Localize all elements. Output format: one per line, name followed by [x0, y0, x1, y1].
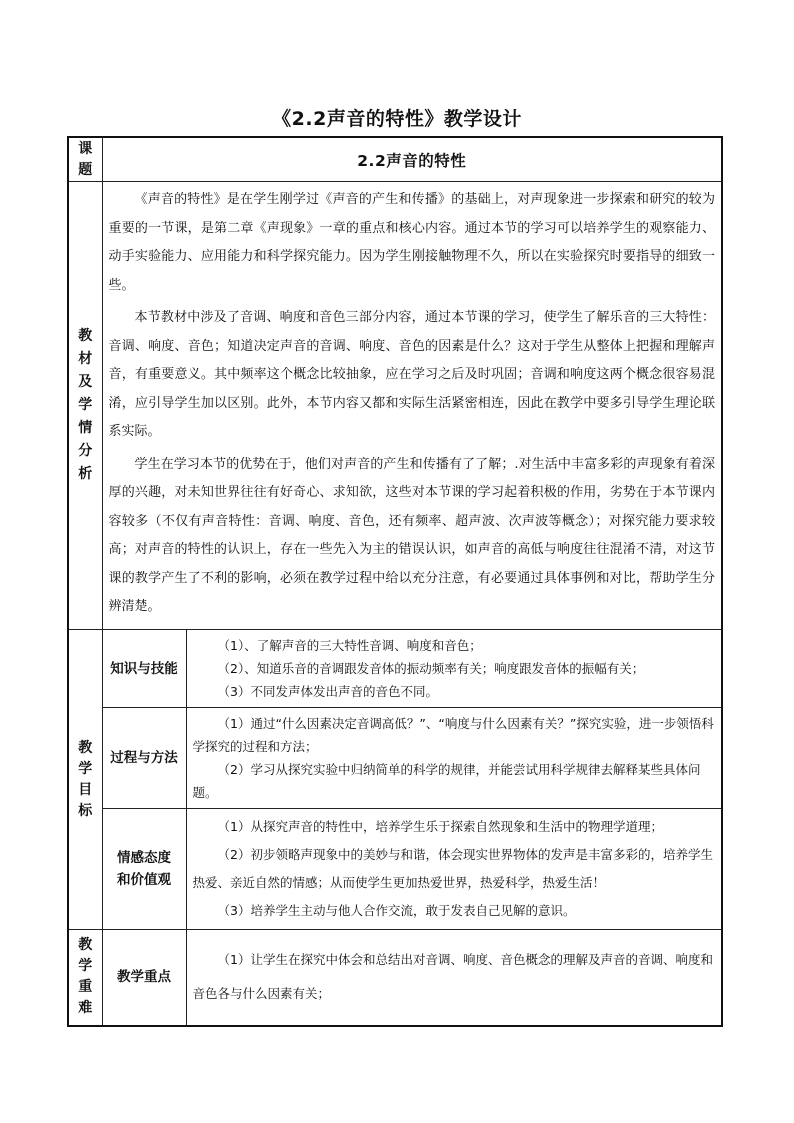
goal-process-row	[68, 708, 722, 809]
focus-content	[186, 930, 722, 1026]
analysis-paragraph: 学生在学习本节的优势在于，他们对声音的产生和传播有了了解；.对生活中丰富多彩的声现象有着深厚的兴趣，对未知世界往往有好奇心、求知欲，这些对本节课的学习起着积极的作用，劣势在于本节课内容较多（不仅有声音特性：音调、响度、音色，还有频率、超声波、次声波等概念）；对探究能力要求较高；对声音的特性的认识上，存在一些先入为主的错误认识，如声音的高低与响度往往混淆不清，对这节课的教学产生了不利的影响，必须在教学过程中给以充分注意，有必要通过具体事例和对比，帮助学生分辨清楚。	[108, 456, 715, 614]
analysis-label-cell	[68, 182, 102, 630]
lesson-plan-table	[67, 136, 723, 1027]
topic-title: 2.2声音的特性	[102, 137, 722, 182]
document-title: 《2.2声音的特性》教学设计	[272, 108, 522, 130]
topic-row	[68, 137, 722, 182]
goal-item: （3）培养学生主动与他人合作交流，敢于发表自己见解的意识。	[217, 903, 576, 918]
difficulty-label-cell	[68, 930, 102, 1026]
topic-label: 课题	[78, 140, 93, 178]
focus-label: 教学重点	[102, 930, 186, 1026]
goal-process-label: 过程与方法	[102, 708, 186, 809]
focus-item: （1）让学生在探究中体会和总结出对音调、响度、音色概念的理解及声音的音调、响度和音色各与什么因素有关；	[192, 952, 713, 1002]
analysis-content	[102, 182, 722, 630]
topic-label-cell	[68, 137, 102, 182]
goal-knowledge-content	[186, 630, 722, 708]
goal-item: （3）不同发声体发出声音的音色不同。	[217, 684, 438, 699]
difficulty-label: 教学重难	[78, 937, 93, 1017]
goal-knowledge-label: 知识与技能	[102, 630, 186, 708]
goal-attitude-row	[68, 809, 722, 930]
goal-attitude-label: 情感态度和价值观	[102, 809, 186, 930]
focus-row	[68, 930, 722, 1026]
goal-item: （2）、知道乐音的音调跟发音体的振动频率有关；响度跟发音体的振幅有关；	[217, 661, 645, 676]
analysis-label: 教材及学情分析	[78, 328, 93, 482]
goal-item: （2）初步领略声现象中的美妙与和谐，体会现实世界物体的发声是丰富多彩的，培养学生热爱、亲近自然的情感；从而使学生更加热爱世界，热爱科学，热爱生活！	[192, 847, 713, 890]
goals-label-cell	[68, 630, 102, 930]
analysis-paragraph: 《声音的特性》是在学生刚学过《声音的产生和传播》的基础上，对声现象进一步探索和研究的较为重要的一节课，是第二章《声现象》一章的重点和核心内容。通过本节的学习可以培养学生的观察能力、动手实验能力、应用能力和科学探究能力。因为学生刚接触物理不久，所以在实验探究时要指导的细致一些。	[108, 192, 715, 293]
goal-item: （1）、了解声音的三大特性音调、响度和音色；	[217, 638, 482, 653]
goal-attitude-content	[186, 809, 722, 930]
goal-item: （2）学习从探究实验中归纳简单的科学的规律，并能尝试用科学规律去解释某些具体问题。	[192, 762, 701, 800]
goal-knowledge-row	[68, 630, 722, 708]
analysis-paragraph: 本节教材中涉及了音调、响度和音色三部分内容，通过本节课的学习，使学生了解乐音的三大特性：音调、响度、音色；知道决定声音的音调、响度、音色的因素是什么？这对于学生从整体上把握和理解声音，有重要意义。其中频率这个概念比较抽象，应在学习之后及时巩固；音调和响度这两个概念很容易混淆，应引导学生加以区别。此外，本节内容又都和实际生活紧密相连，因此在教学中要多引导学生理论联系实际。	[108, 310, 715, 439]
goals-label: 教学目标	[78, 739, 93, 819]
goal-item: （1）通过“什么因素决定音调高低？”、“响度与什么因素有关？”探究实验，进一步领悟科学探究的过程和方法；	[192, 716, 714, 754]
analysis-row	[68, 182, 722, 630]
goal-process-content	[186, 708, 722, 809]
goal-item: （1）从探究声音的特性中，培养学生乐于探索自然现象和生活中的物理学道理；	[217, 819, 663, 834]
